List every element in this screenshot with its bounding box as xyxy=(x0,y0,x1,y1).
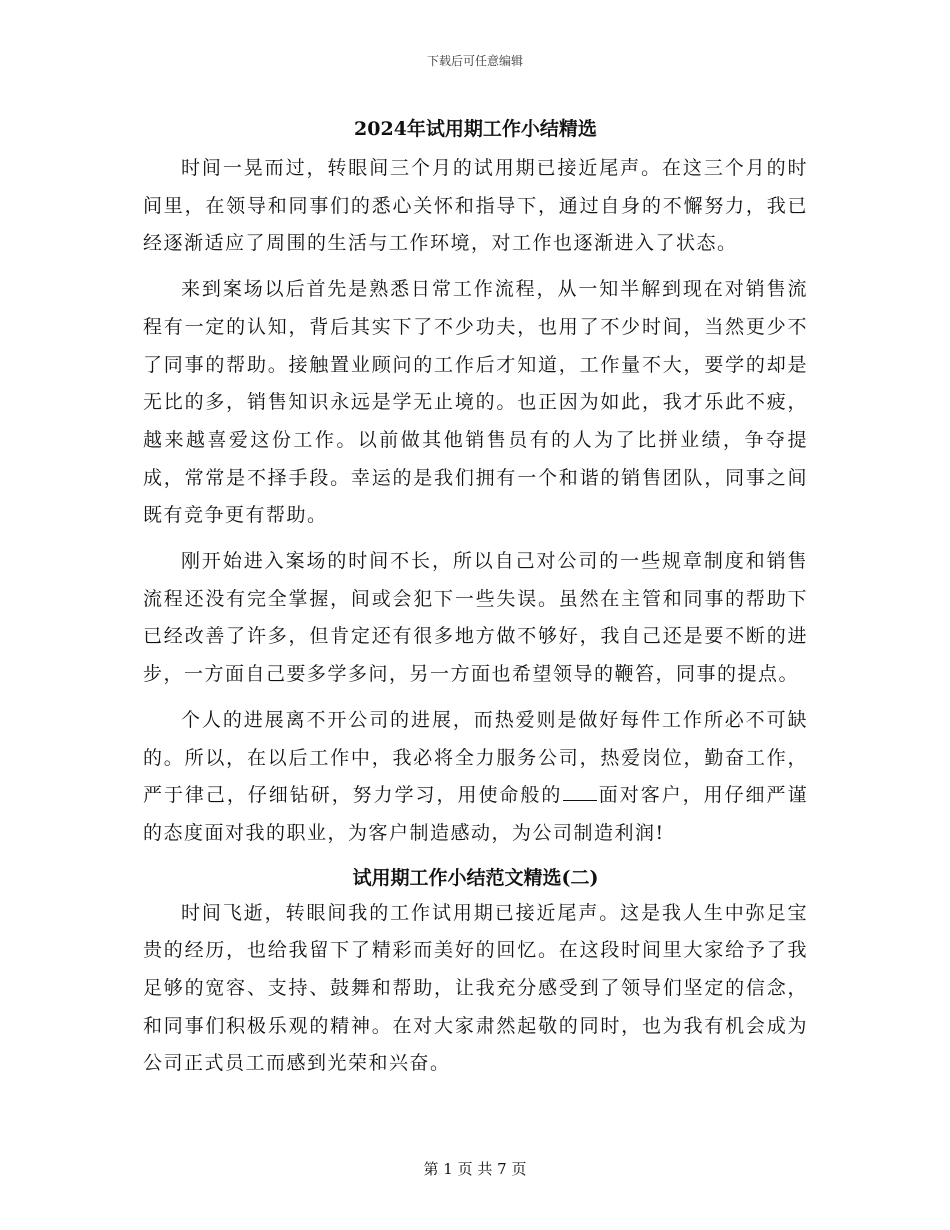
section-title-2: 试用期工作小结范文精选(二) xyxy=(352,866,599,889)
paragraph-3: 刚开始进入案场的时间不长，所以自己对公司的一些规章制度和销售流程还没有完全掌握，间或会犯下一些失误。虽然在主管和同事的帮助下已经改善了许多，但肯定还有很多地方做不够好，我自己还是要不断的进步，一方面自己要多学多问，另一方面也希望领导的鞭笞，同事的提点。 xyxy=(143,550,808,686)
paragraph-2: 来到案场以后首先是熟悉日常工作流程，从一知半解到现在对销售流程有一定的认知，背后其实下了不少功夫，也用了不少时间，当然更少不了同事的帮助。接触置业顾问的工作后才知道，工作量不大，要学的却是无比的多，销售知识永远是学无止境的。也正因为如此，我才乐此不疲，越来越喜爱这份工作。以前做其他销售员有的人为了比拼业绩，争夺提成，常常是不择手段。幸运的是我们拥有一个和谐的销售团队，同事之间既有竞争更有帮助。 xyxy=(143,278,808,527)
page-header-note: 下载后可任意编辑 xyxy=(426,54,523,68)
paragraph-5: 时间飞逝，转眼间我的工作试用期已接近尾声。这是我人生中弥足宝贵的经历，也给我留下了精彩而美好的回忆。在这段时间里大家给予了我足够的宽容、支持、鼓舞和帮助，让我充分感受到了领导们坚定的信念，和同事们积极乐观的精神。在对大家肃然起敬的同时，也为我有机会成为公司正式员工而感到光荣和兴奋。 xyxy=(143,901,808,1075)
fill-in-blank xyxy=(563,781,597,801)
paragraph-4-part-2: 面对客户，用仔细严谨的态度面对我的职业，为客户制造感动，为公司制造利润! xyxy=(143,784,808,844)
paragraph-4 xyxy=(143,702,808,853)
page-number-footer: 第 1 页 共 7 页 xyxy=(423,1160,527,1178)
document-body xyxy=(143,112,808,1091)
paragraph-4-part-1: 个人的进展离不开公司的进展，而热爱则是做好每件工作所必不可缺的。所以，在以后工作中，我必将全力服务公司，热爱岗位，勤奋工作，严于律己，仔细钻研，努力学习，用使命般的 xyxy=(143,708,808,807)
paragraph-1: 时间一晃而过，转眼间三个月的试用期已接近尾声。在这三个月的时间里，在领导和同事们的悉心关怀和指导下，通过自身的不懈努力，我已经逐渐适应了周围的生活与工作环境，对工作也逐渐进入了状态。 xyxy=(143,157,808,255)
document-title: 2024年试用期工作小结精选 xyxy=(354,118,597,140)
